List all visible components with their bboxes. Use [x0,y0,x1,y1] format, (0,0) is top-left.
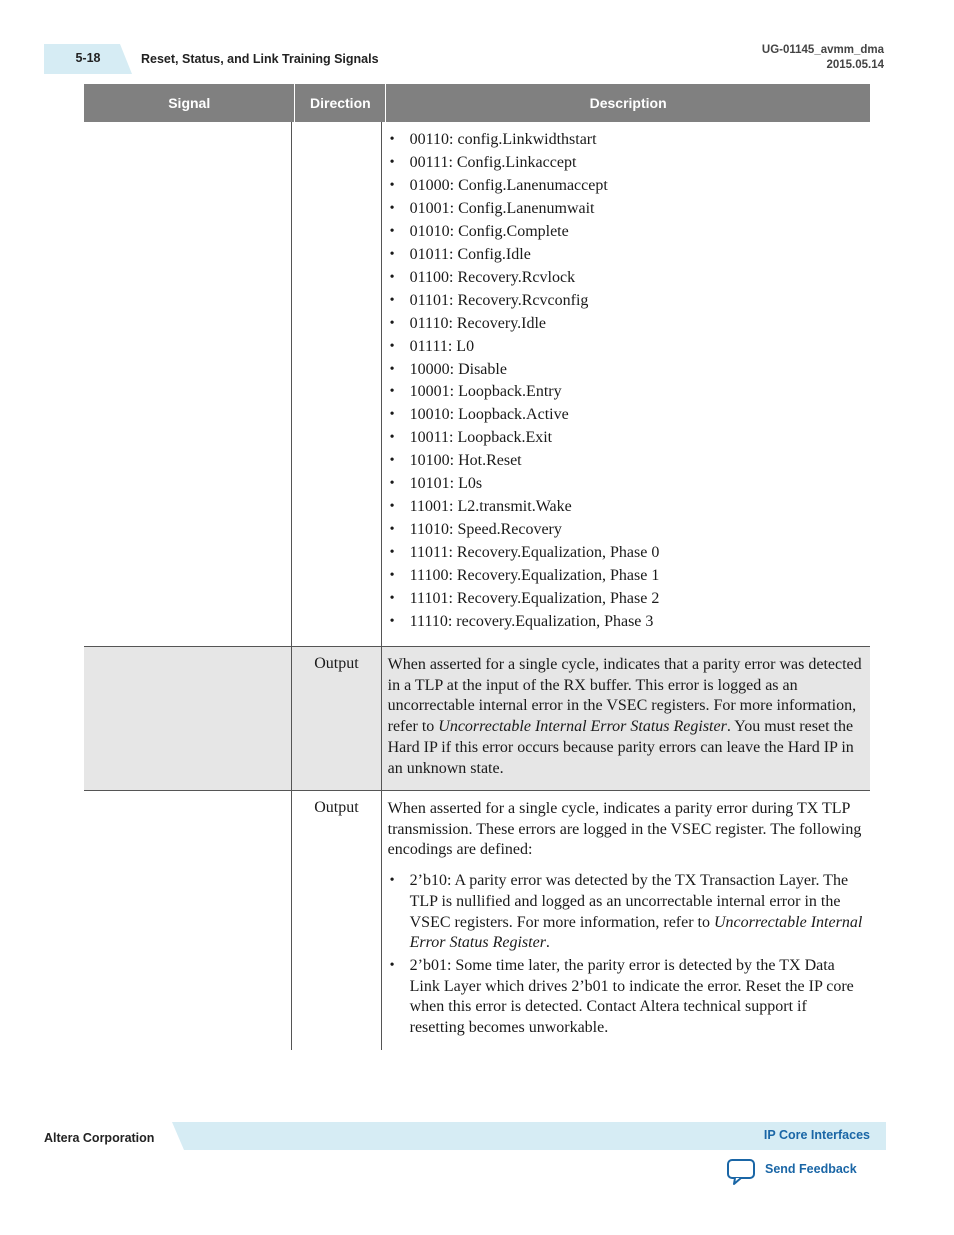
state-encoding-list [388,129,864,634]
description-text: When asserted for a single cycle, indicates that a parity error was detected in a TLP at the input of the RX buffer. This error is logged as an uncorrectable internal error in the VSEC registers. For more information, refer to [387,656,862,736]
list-item: • 11110: recovery.Equalization, Phase 3 [388,611,864,634]
description-cell [382,791,870,1050]
encoding-list [388,871,864,1039]
list-item: • 01110: Recovery.Idle [388,313,864,336]
list-item-text: 2’b10: A parity error was detected by the TX Transaction Layer. The TLP is nullified and logged as an uncorrectable internal error in the VSEC registers. For more information, refer to [409,872,849,931]
list-item: • 10011: Loopback.Exit [388,427,864,450]
direction-cell [292,122,381,646]
doc-date: 2015.05.14 [826,59,884,71]
list-item: • 10010: Loopback.Active [388,404,864,427]
register-reference: Uncorrectable Internal Error Status Register [438,718,727,736]
list-item: • 11011: Recovery.Equalization, Phase 0 [388,542,864,565]
page-number: 5-18 [75,51,101,65]
list-item: • 11101: Recovery.Equalization, Phase 2 [388,588,864,611]
send-feedback-button[interactable] [726,1158,857,1188]
col-header-signal: Signal [84,84,295,122]
ip-core-interfaces-link[interactable]: IP Core Interfaces [763,1128,870,1142]
list-item: • 10101: L0s [388,473,864,496]
list-item: • 01101: Recovery.Rcvconfig [388,290,864,313]
table-row [84,122,870,646]
list-item: • 11100: Recovery.Equalization, Phase 1 [388,565,864,588]
list-item: • 01111: L0 [388,336,864,359]
list-item: • 01000: Config.Lanenumaccept [388,175,864,198]
list-item: • 10000: Disable [388,359,864,382]
send-feedback-label: Send Feedback [765,1162,857,1176]
list-item [388,956,864,1039]
description-cell [382,647,870,790]
signal-cell [84,122,292,646]
list-item: • 11010: Speed.Recovery [388,519,864,542]
list-item: • 01010: Config.Complete [388,221,864,244]
signal-table [84,84,870,1050]
table-row [84,790,870,1050]
col-header-direction: Direction [295,84,386,122]
list-item: • 00110: config.Linkwidthstart [388,129,864,152]
list-item: • 10100: Hot.Reset [388,450,864,473]
list-item: • 11001: L2.transmit.Wake [388,496,864,519]
list-item: • 00111: Config.Linkaccept [388,152,864,175]
table-row [84,646,870,790]
signal-cell [84,647,292,790]
description-cell [382,122,870,646]
table-header [84,84,870,122]
section-title: Reset, Status, and Link Training Signals [141,52,379,66]
list-item: • 01001: Config.Lanenumwait [388,198,864,221]
list-item: • 01100: Recovery.Rcvlock [388,267,864,290]
list-item [388,871,864,954]
company-name: Altera Corporation [44,1131,155,1145]
col-header-description: Description [589,95,667,111]
list-item: • 01011: Config.Idle [388,244,864,267]
page-number-tab [44,44,134,74]
feedback-icon [726,1158,756,1186]
list-item-text: . [545,934,550,952]
direction-cell: Output [292,791,381,1050]
list-item: • 10001: Loopback.Entry [388,381,864,404]
list-item-text: 2’b01: Some time later, the parity error is detected by the TX Data Link Layer which drives 2’b01 to indicate the error. Reset the IP core when this error is detected. Contact Altera technical support if resetting becomes unworkable. [409,956,854,1037]
doc-id: UG-01145_avmm_dma [761,44,884,56]
direction-cell: Output [292,647,381,790]
description-intro: When asserted for a single cycle, indicates a parity error during TX TLP transmission. These errors are logged in the VSEC register. The following encodings are defined: [387,800,862,859]
doc-info [762,43,884,73]
register-reference: Uncorrectable Internal Error Status Register [409,913,863,952]
description-text: . You must reset the Hard IP if this error occurs because parity errors can leave the Hard IP in an unknown state. [387,718,854,777]
signal-cell [84,791,292,1050]
